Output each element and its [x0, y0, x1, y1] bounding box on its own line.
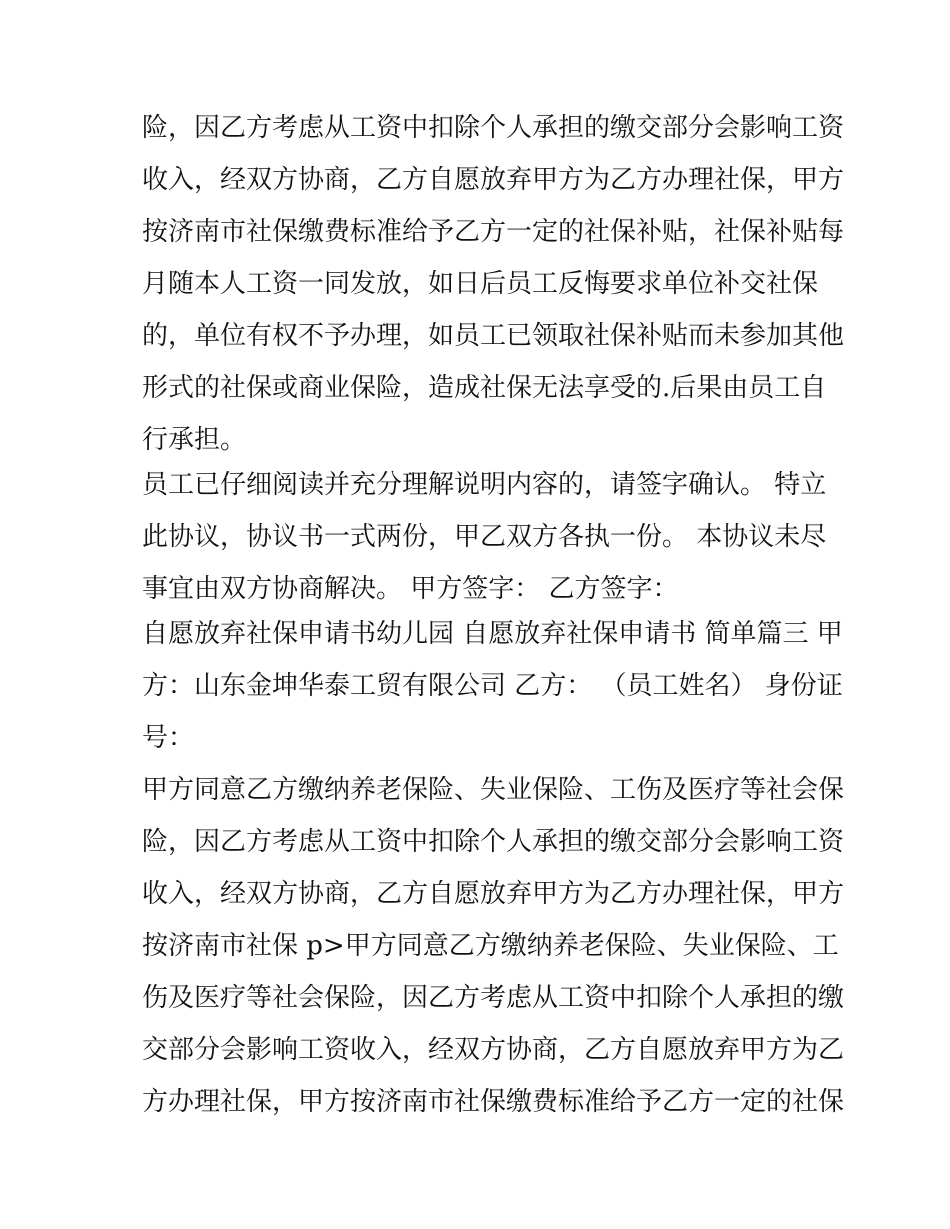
text-line: 自愿放弃社保申请书幼儿园 自愿放弃社保申请书 简单篇三 甲: [142, 619, 843, 649]
text-line: 月随本人工资一同发放，如日后员工反悔要求单位补交社保: [142, 269, 819, 299]
text-line: 形式的社保或商业保险，造成社保无法享受的.后果由员工自: [142, 373, 827, 403]
text-line: 行承担。: [142, 425, 247, 455]
text-line: 方：山东金坤华泰工贸有限公司 乙方： （员工姓名） 身份证: [142, 671, 843, 701]
text-line: 收入，经双方协商，乙方自愿放弃甲方为乙方办理社保，甲方: [142, 879, 845, 909]
text-line: 险，因乙方考虑从工资中扣除个人承担的缴交部分会影响工资: [142, 113, 845, 143]
text-line: 此协议，协议书一式两份，甲乙双方各执一份。 本协议未尽: [142, 522, 827, 552]
text-line: 按济南市社保缴费标准给予乙方一定的社保补贴，社保补贴每: [142, 217, 845, 247]
text-line: 号：: [142, 723, 195, 753]
text-line: 按济南市社保 p>甲方同意乙方缴纳养老保险、失业保险、工: [142, 931, 839, 961]
text-line: 甲方同意乙方缴纳养老保险、失业保险、工伤及医疗等社会保: [142, 775, 845, 805]
text-line: 员工已仔细阅读并充分理解说明内容的，请签字确认。 特立: [142, 470, 827, 500]
text-line: 收入，经双方协商，乙方自愿放弃甲方为乙方办理社保，甲方: [142, 165, 845, 195]
text-line: 事宜由双方协商解决。 甲方签字： 乙方签字：: [142, 574, 679, 604]
text-line: 交部分会影响工资收入，经双方协商，乙方自愿放弃甲方为乙: [142, 1035, 845, 1065]
text-line: 的，单位有权不予办理，如员工已领取社保补贴而未参加其他: [142, 321, 845, 351]
text-line: 险，因乙方考虑从工资中扣除个人承担的缴交部分会影响工资: [142, 827, 845, 857]
text-line: 伤及医疗等社会保险，因乙方考虑从工资中扣除个人承担的缴: [142, 983, 845, 1013]
text-line: 方办理社保，甲方按济南市社保缴费标准给予乙方一定的社保: [142, 1087, 845, 1117]
